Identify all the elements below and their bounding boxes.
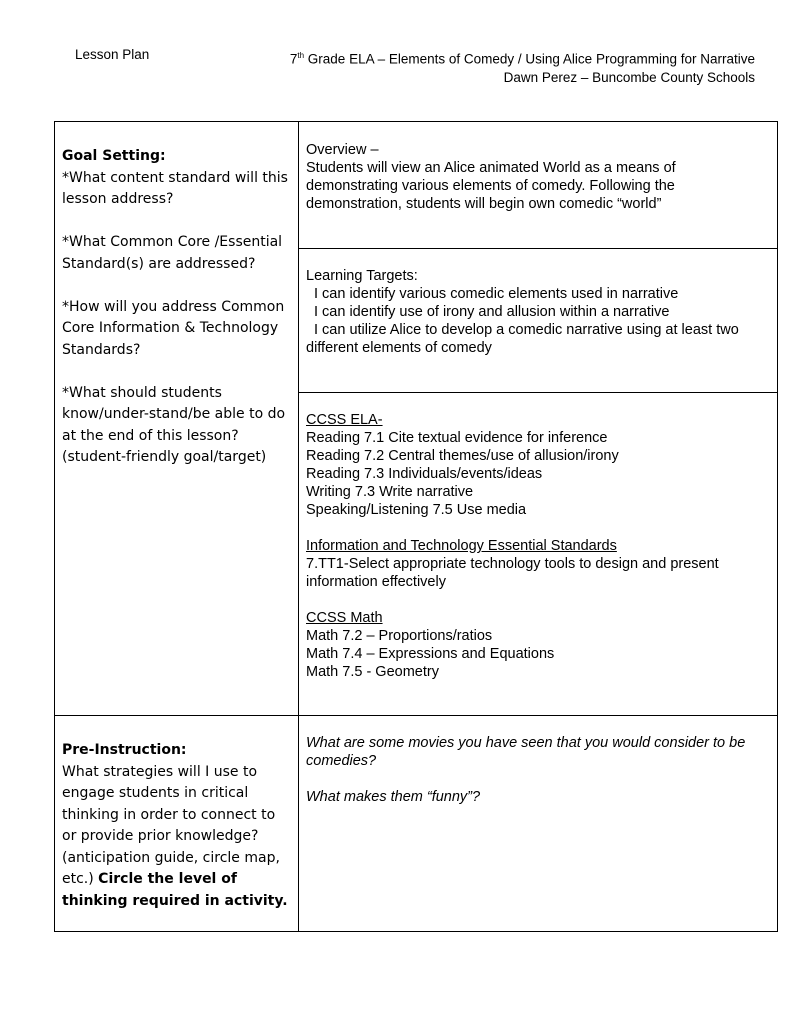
grade-number: 7 [289,51,298,67]
pre-instruction-heading: Pre-Instruction: [62,742,187,758]
header-lesson-plan: Lesson Plan [75,47,150,62]
math-standard-2: Math 7.4 – Expressions and Equations [306,646,555,662]
standards-cell [299,393,778,716]
overview-text: Students will view an Alice animated World as a means of demonstrating various elements of comedy. Following the demonstration, students will begin own comedic “world” [306,160,676,212]
ela-standard-5: Speaking/Listening 7.5 Use media [306,502,527,518]
goal-setting-heading: Goal Setting: [62,148,166,164]
goal-question-4: *What should students know/under-stand/be able to do at the end of this lesson? (student-friendly goal/target) [62,384,286,465]
goal-setting-cell [55,122,299,716]
pre-instruction-questions-cell [299,716,778,932]
ela-standard-3: Reading 7.3 Individuals/events/ideas [306,466,543,482]
math-standard-3: Math 7.5 - Geometry [306,664,439,680]
pre-instruction-bold: Circle the level of thinking required in activity. [62,871,288,909]
header-course-title [290,47,755,69]
ela-standard-1: Reading 7.1 Cite textual evidence for inference [306,430,608,446]
learning-targets-cell [299,249,778,393]
it-standard-1: 7.TT1-Select appropriate technology tools to design and present information effectively [306,556,719,590]
learning-target-3: I can utilize Alice to develop a comedic narrative using at least two different elements of comedy [306,322,739,356]
ela-standard-4: Writing 7.3 Write narrative [306,484,474,500]
overview-cell [299,122,778,249]
overview-heading: Overview – [306,142,379,158]
learning-target-1: I can identify various comedic elements used in narrative [314,286,679,302]
header-title-block [290,47,755,87]
it-standards-heading: Information and Technology Essential Standards [306,538,617,554]
header-author: Dawn Perez – Buncombe County Schools [503,69,755,85]
grade-suffix: th [297,51,305,60]
goal-question-3: *How will you address Common Core Information & Technology Standards? [62,298,285,358]
pre-question-2: What makes them “funny”? [306,789,481,805]
math-standard-1: Math 7.2 – Proportions/ratios [306,628,493,644]
lesson-plan-table [54,121,778,932]
ccss-ela-heading: CCSS ELA- [306,412,383,428]
goal-question-2: *What Common Core /Essential Standard(s) are addressed? [62,234,283,272]
goal-question-1: *What content standard will this lesson address? [62,169,288,207]
pre-instruction-text: What strategies will I use to engage students in critical thinking in order to connect to or provide prior knowledge? (anticipation guide, circle map, etc.) [62,763,280,887]
pre-question-1: What are some movies you have seen that you would consider to be comedies? [306,735,746,769]
pre-instruction-cell [55,716,299,932]
learning-targets-heading: Learning Targets: [306,268,418,284]
ela-standard-2: Reading 7.2 Central themes/use of allusion/irony [306,448,619,464]
learning-target-2: I can identify use of irony and allusion within a narrative [314,304,670,320]
course-title-text: Grade ELA – Elements of Comedy / Using Alice Programming for Narrative [304,51,755,67]
ccss-math-heading: CCSS Math [306,610,383,626]
